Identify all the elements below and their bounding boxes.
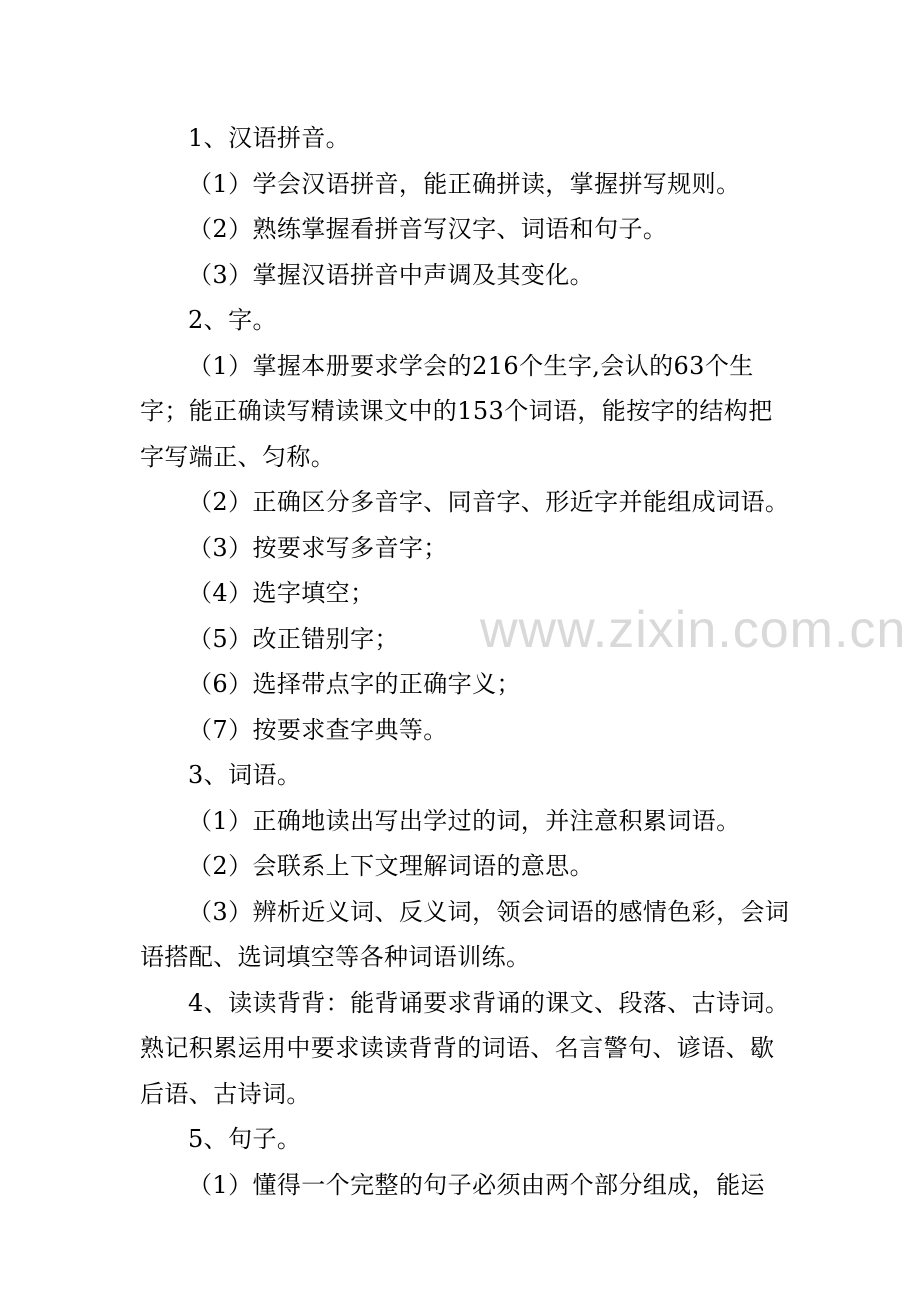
words-item-3: （3）辨析近义词、反义词，领会词语的感情色彩，会词语搭配、选词填空等各种词语训练。 — [140, 897, 790, 971]
heading-pinyin: 1、汉语拼音。 — [188, 124, 351, 152]
watermark: www.zixin.com.cn — [480, 601, 907, 659]
heading-words: 3、词语。 — [188, 761, 302, 789]
heading-sentences: 5、句子。 — [188, 1125, 302, 1153]
pinyin-item-2: （2）熟练掌握看拼音写汉字、词语和句子。 — [188, 215, 668, 243]
heading-characters: 2、字。 — [188, 306, 277, 334]
heading-recitation: 4、读读背背：能背诵要求背诵的课文、段落、古诗词。熟记积累运用中要求读读背背的词语、名言警句、谚语、歇后语、古诗词。 — [140, 988, 790, 1108]
words-item-1: （1）正确地读出写出学过的词，并注意积累词语。 — [188, 806, 741, 835]
pinyin-item-1: （1）学会汉语拼音，能正确拼读，掌握拼写规则。 — [188, 169, 741, 198]
sentences-item-1: （1）懂得一个完整的句子必须由两个部分组成，能运 — [188, 1170, 765, 1199]
characters-item-2: （2）正确区分多音字、同音字、形近字并能组成词语。 — [188, 488, 790, 516]
characters-item-1: （1）掌握本册要求学会的216个生字,会认的63个生字；能正确读写精读课文中的153个词语，能按字的结构把字写端正、匀称。 — [140, 351, 773, 471]
characters-item-3: （3）按要求写多音字； — [188, 533, 448, 562]
characters-item-6: （6）选择带点字的正确字义； — [188, 670, 521, 698]
words-item-2: （2）会联系上下文理解词语的意思。 — [188, 852, 595, 880]
characters-item-4: （4）选字填空； — [188, 579, 375, 607]
pinyin-item-3: （3）掌握汉语拼音中声调及其变化。 — [188, 260, 595, 289]
characters-item-5: （5）改正错别字； — [188, 624, 399, 653]
document-body — [140, 116, 790, 1208]
characters-item-7: （7）按要求查字典等。 — [188, 715, 448, 744]
